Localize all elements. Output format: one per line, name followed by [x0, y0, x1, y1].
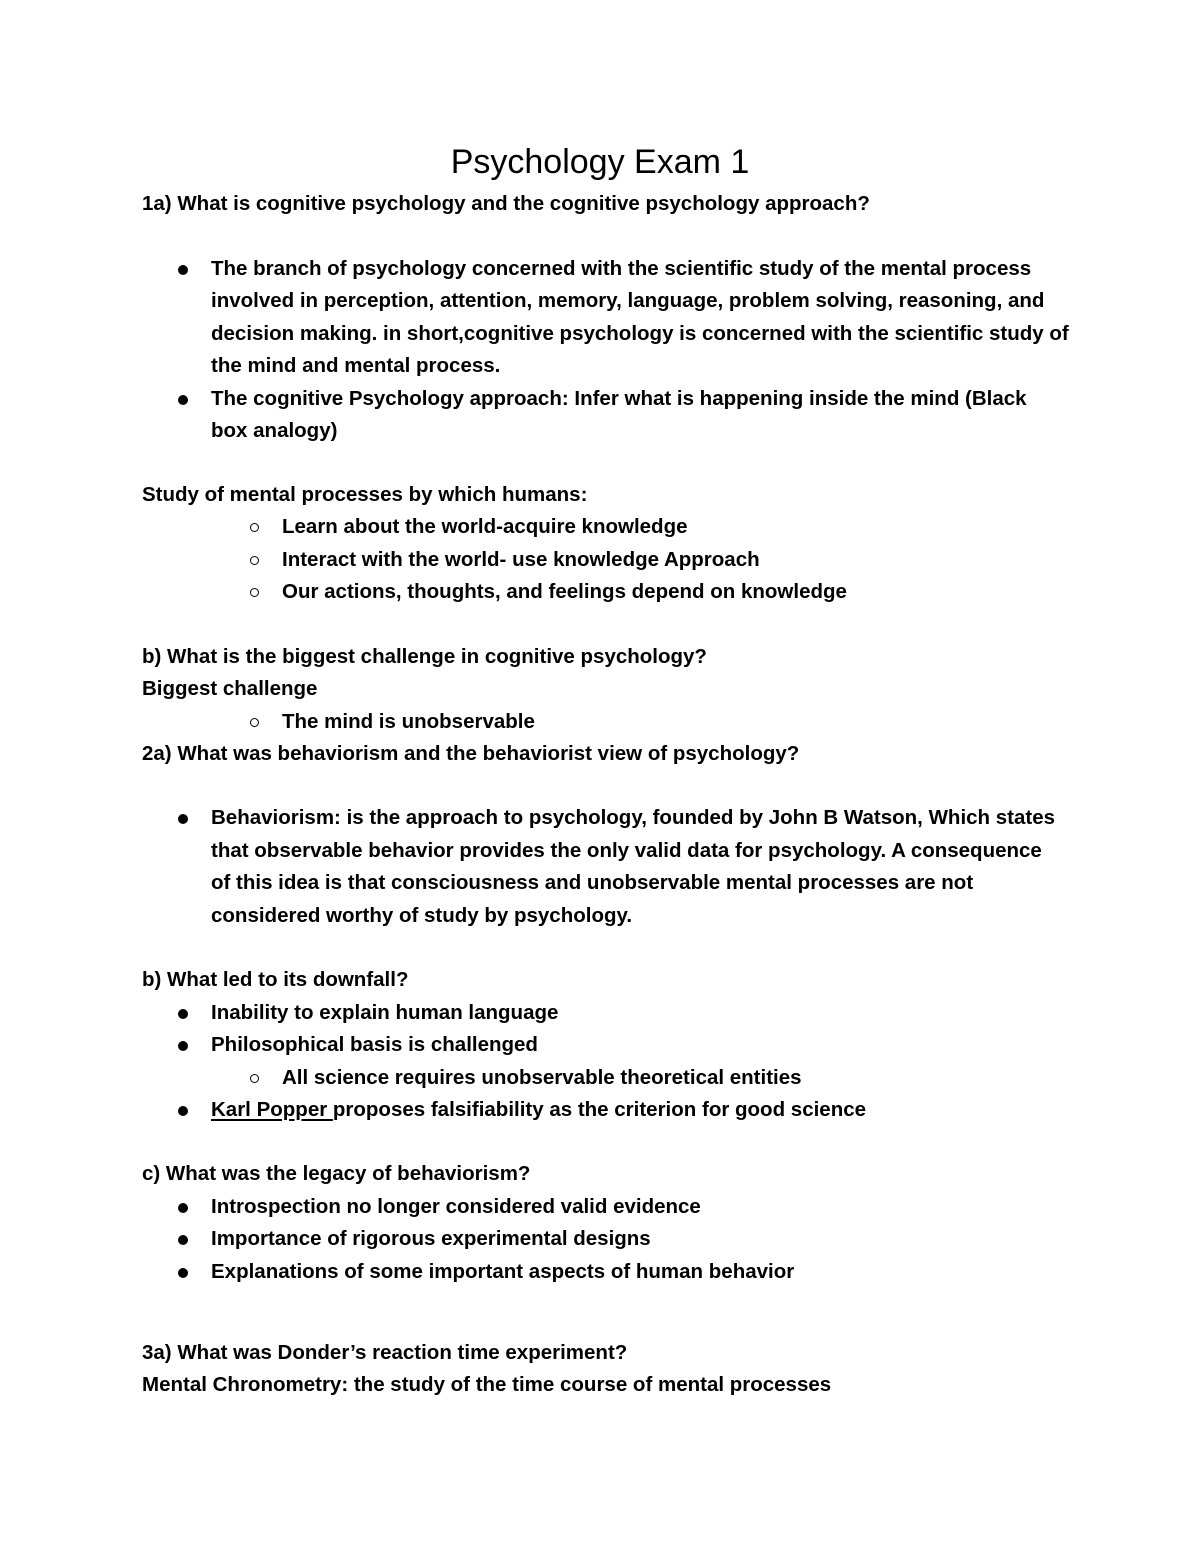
bullet-text: of this idea is that consciousness and unobservable mental processes are not	[211, 871, 974, 894]
hollow-bullet-icon	[250, 523, 259, 532]
bullet-text-popper	[211, 1094, 866, 1127]
bullet-text: The branch of psychology concerned with the scientific study of the mental process	[211, 257, 1032, 280]
karl-popper-link: Karl Popper	[211, 1098, 333, 1121]
bullet-text: Inability to explain human language	[211, 1001, 559, 1024]
hollow-bullet-icon	[250, 588, 259, 597]
document-title: Psychology Exam 1	[450, 143, 750, 181]
bullet-icon	[178, 1041, 188, 1051]
bullet-text: involved in perception, attention, memory, language, problem solving, reasoning, and	[211, 289, 1045, 312]
bullet-text: Importance of rigorous experimental designs	[211, 1227, 651, 1250]
question-2a: 2a) What was behaviorism and the behaviorist view of psychology?	[142, 742, 800, 765]
bullet-text: Explanations of some important aspects of human behavior	[211, 1260, 795, 1283]
answer-label: Biggest challenge	[142, 677, 318, 700]
hollow-bullet-icon	[250, 1074, 259, 1083]
bullet-text: Introspection no longer considered valid evidence	[211, 1195, 701, 1218]
question-1a: 1a) What is cognitive psychology and the cognitive psychology approach?	[142, 192, 870, 215]
bullet-icon	[178, 1106, 188, 1116]
bullet-icon	[178, 1009, 188, 1019]
bullet-icon	[178, 1235, 188, 1245]
bullet-text: considered worthy of study by psychology.	[211, 904, 633, 927]
study-item: Our actions, thoughts, and feelings depend on knowledge	[282, 580, 847, 603]
bullet-text: the mind and mental process.	[211, 354, 501, 377]
question-2c: c) What was the legacy of behaviorism?	[142, 1162, 531, 1185]
bullet-text: Behaviorism: is the approach to psychology, founded by John B Watson, Which states	[211, 806, 1056, 829]
bullet-icon	[178, 395, 188, 405]
bullet-icon	[178, 1203, 188, 1213]
sub-item: All science requires unobservable theoretical entities	[282, 1066, 802, 1089]
answer-item: The mind is unobservable	[282, 710, 535, 733]
study-item: Interact with the world- use knowledge Approach	[282, 548, 760, 571]
bullet-icon	[178, 1268, 188, 1278]
bullet-text: box analogy)	[211, 419, 338, 442]
bullet-text: The cognitive Psychology approach: Infer what is happening inside the mind (Black	[211, 387, 1027, 410]
bullet-text: Philosophical basis is challenged	[211, 1033, 538, 1056]
study-item: Learn about the world-acquire knowledge	[282, 515, 688, 538]
bullet-text: that observable behavior provides the only valid data for psychology. A consequence	[211, 839, 1042, 862]
bullet-text: decision making. in short,cognitive psychology is concerned with the scientific study of	[211, 322, 1069, 345]
study-intro: Study of mental processes by which humans:	[142, 483, 588, 506]
hollow-bullet-icon	[250, 718, 259, 727]
question-3a: 3a) What was Donder’s reaction time experiment?	[142, 1341, 628, 1364]
question-1b: b) What is the biggest challenge in cognitive psychology?	[142, 645, 707, 668]
bullet-icon	[178, 814, 188, 824]
bullet-icon	[178, 265, 188, 275]
answer-text: Mental Chronometry: the study of the time course of mental processes	[142, 1373, 832, 1396]
popper-rest: proposes falsifiability as the criterion for good science	[332, 1098, 867, 1121]
hollow-bullet-icon	[250, 556, 259, 565]
question-2b: b) What led to its downfall?	[142, 968, 409, 991]
